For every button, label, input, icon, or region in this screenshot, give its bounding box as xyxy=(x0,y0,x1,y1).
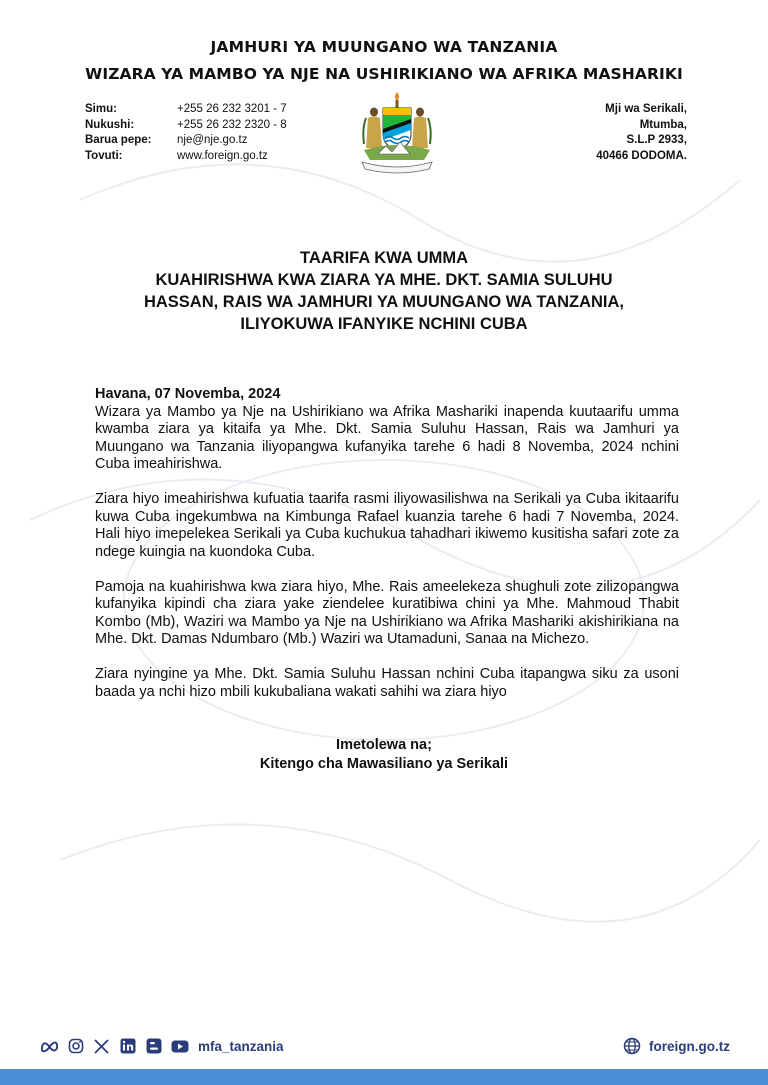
contact-label: Barua pepe: xyxy=(85,134,152,146)
title-line: HASSAN, RAIS WA JAMHURI YA MUUNGANO WA TANZANIA, xyxy=(143,293,625,311)
social-links xyxy=(40,1037,284,1056)
ministry-name: WIZARA YA MAMBO YA NJE NA USHIRIKIANO WA AFRIKA MASHARIKI xyxy=(85,65,683,83)
title-line: ILIYOKUWA IFANYIKE NCHINI CUBA xyxy=(240,315,528,333)
title-line: KUAHIRISHWA KWA ZIARA YA MHE. DKT. SAMIA SULUHU xyxy=(155,271,613,289)
body-paragraph: Ziara nyingine ya Mhe. Dkt. Samia Suluhu Hassan nchini Cuba itapangwa siku za usoni baada ya nchi hizo mbili kukubaliana wakati sahihi wa ziara hiyo xyxy=(95,666,679,700)
contact-label: Nukushi: xyxy=(85,118,135,131)
website-text: foreign.go.tz xyxy=(649,1038,730,1054)
contact-value: www.foreign.go.tz xyxy=(177,149,268,162)
coat-of-arms-icon xyxy=(352,88,442,176)
youtube-icon[interactable] xyxy=(170,1037,189,1056)
country-name: JAMHURI YA MUUNGANO WA TANZANIA xyxy=(210,38,558,56)
signature-block xyxy=(0,736,768,774)
contact-row-website xyxy=(85,149,287,165)
title-line: TAARIFA KWA UMMA xyxy=(299,249,469,267)
blogger-icon[interactable] xyxy=(144,1037,163,1056)
body-paragraph: Pamoja na kuahirishwa kwa ziara hiyo, Mhe. Rais ameelekeza shughuli zote zilizopangwa kufanyika kipindi cha ziara yake ziendelee kuratibiwa chini ya Mhe. Mahmoud Thabit Kombo (Mb), Waziri wa Mambo ya Nje na Ushirikiano wa Afrika Mashariki akishirikiana na Mhe. Dkt. Damas Ndumbaro (Mb.) Waziri wa Utamaduni, Sanaa na Michezo. xyxy=(95,578,679,647)
contact-row-fax xyxy=(85,118,287,134)
meta-icon[interactable] xyxy=(40,1037,59,1056)
instagram-icon[interactable] xyxy=(66,1037,85,1056)
contact-label: Tovuti: xyxy=(85,149,123,162)
contact-row-email xyxy=(85,133,287,149)
contact-value: nje@nje.go.tz xyxy=(177,134,248,146)
footer-bar xyxy=(0,1069,768,1085)
address-line: Mtumba, xyxy=(639,118,687,131)
postal-address xyxy=(596,102,687,164)
website-link[interactable] xyxy=(623,1037,730,1055)
x-icon[interactable] xyxy=(92,1037,111,1056)
contact-value: +255 26 232 3201 - 7 xyxy=(177,103,287,115)
globe-icon xyxy=(623,1037,641,1055)
body-paragraph: Wizara ya Mambo ya Nje na Ushirikiano wa Afrika Mashariki inapenda kuutaarifu umma kwamba ziara ya kitaifa ya Mhe. Dkt. Samia Suluhu Hassan, Rais wa Jamhuri ya Muungano wa Tanzania iliyopangwa kufanyika tarehe 6 hadi 8 Novemba, 2024 nchini Cuba imeahirishwa. xyxy=(95,403,679,472)
body-paragraph: Ziara hiyo imeahirishwa kufuatia taarifa rasmi iliyowasilishwa na Serikali ya Cuba ikitaarifu kuwa Cuba ingekumbwa na Kimbunga Rafael kuanzia tarehe 6 hadi 7 Novemba, 2024. Hali hiyo imepelekea Serikali ya Cuba kuchukua tahadhari ikiwemo kusitisha safari zote za ndege kuingia na kuondoka Cuba. xyxy=(95,491,679,560)
address-line: S.L.P 2933, xyxy=(626,134,687,146)
press-release-title xyxy=(60,247,708,335)
contact-label: Simu: xyxy=(85,103,117,115)
social-handle[interactable]: mfa_tanzania xyxy=(198,1038,284,1054)
address-line: Mji wa Serikali, xyxy=(605,103,687,115)
contact-value: +255 26 232 2320 - 8 xyxy=(177,118,287,131)
address-line: 40466 DODOMA. xyxy=(596,149,687,162)
contact-row-phone xyxy=(85,102,287,118)
issuing-unit: Kitengo cha Mawasiliano ya Serikali xyxy=(259,756,509,772)
footer xyxy=(40,1036,730,1056)
dateline: Havana, 07 Novemba, 2024 xyxy=(95,386,281,402)
issued-by-label: Imetolewa na; xyxy=(336,737,432,753)
press-release-body xyxy=(95,386,679,719)
linkedin-icon[interactable] xyxy=(118,1037,137,1056)
contact-block xyxy=(85,102,287,164)
